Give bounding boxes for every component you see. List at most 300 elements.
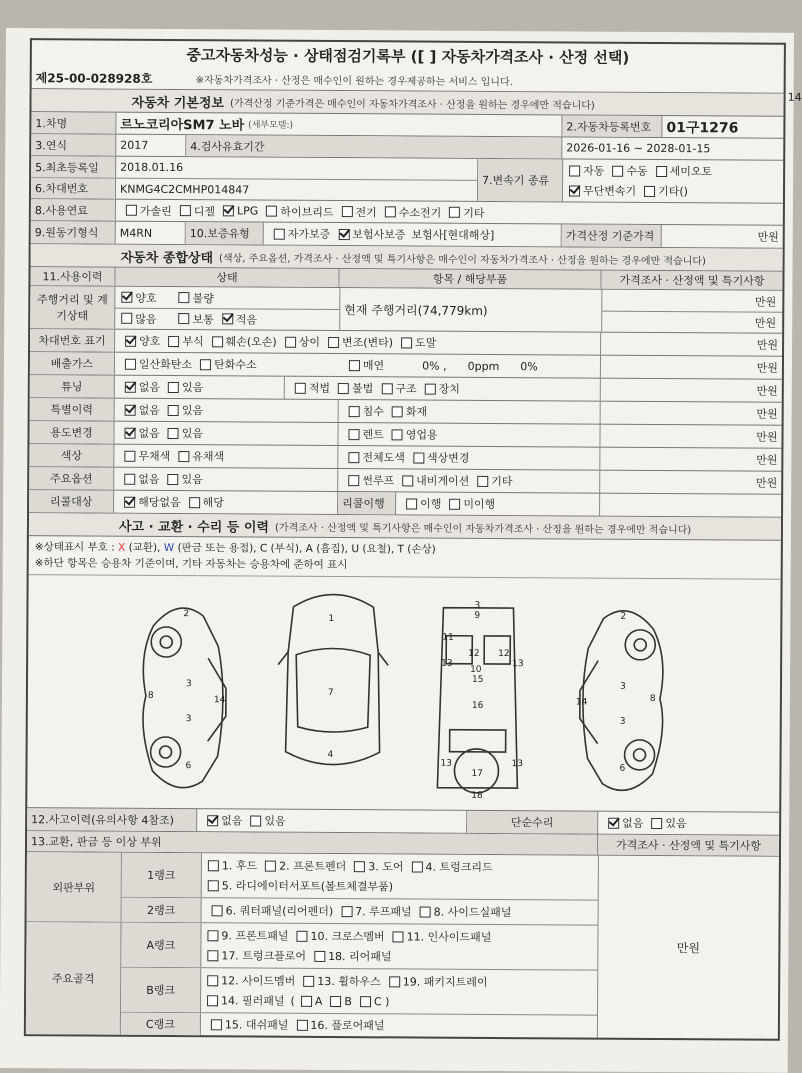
color-change[interactable] <box>407 449 470 465</box>
car-name: 르노코리아SM7 노바 <box>120 117 245 134</box>
recall-yes-checkbox[interactable] <box>189 497 200 508</box>
usage-business[interactable] <box>386 426 438 442</box>
accident-none[interactable] <box>201 812 242 828</box>
svg-text:15: 15 <box>471 674 484 685</box>
svg-text:6: 6 <box>619 763 626 774</box>
part-hood-label: 1. 후드 <box>221 859 258 873</box>
right-side-view <box>575 610 663 790</box>
part-cross-member[interactable] <box>291 928 385 945</box>
svg-text:4: 4 <box>327 749 334 761</box>
tune-illegal[interactable] <box>332 380 373 396</box>
special-flood-label: 침수 <box>362 405 384 419</box>
plate-corrosion[interactable] <box>162 333 203 349</box>
svg-text:2: 2 <box>620 611 627 622</box>
plate-altered[interactable] <box>322 334 393 350</box>
part-inside-panel[interactable] <box>387 928 492 945</box>
part-wheel-house-checkbox[interactable] <box>303 975 314 986</box>
part-quarter-panel[interactable] <box>206 902 334 919</box>
label-base-price: 가격산정 기준가격 <box>562 224 662 247</box>
simple-yes[interactable] <box>645 815 686 831</box>
tune-structure-checkbox[interactable] <box>381 383 392 394</box>
svg-text:3: 3 <box>619 681 626 692</box>
part-front-panel-checkbox[interactable] <box>207 930 218 941</box>
part-hood[interactable] <box>202 857 257 873</box>
part-pillar-panel-label: 14. 필러패널 <box>221 994 285 1008</box>
label-vin: 6.차대번호 <box>31 178 116 199</box>
part-side-sill-checkbox[interactable] <box>420 906 431 917</box>
svg-text:3: 3 <box>185 679 192 690</box>
recall-not-done-checkbox[interactable] <box>449 498 460 509</box>
fuel-electric-label: 전기 <box>355 205 377 219</box>
simple-yes-label: 있음 <box>665 817 687 831</box>
color-change-checkbox[interactable] <box>413 452 424 463</box>
parts-price: 만원 <box>676 940 701 955</box>
usage-none[interactable] <box>118 425 159 441</box>
color-chromatic-checkbox[interactable] <box>178 451 189 462</box>
option-yes[interactable] <box>161 471 202 487</box>
plate-good-checkbox[interactable] <box>125 335 136 346</box>
color-change-label: 색상변경 <box>426 451 470 465</box>
document-number: 제25-00-028928호 <box>35 70 153 86</box>
part-radiator-support-checkbox[interactable] <box>208 880 219 891</box>
fuel-gasoline[interactable] <box>120 202 172 218</box>
part-pillar-panel[interactable] <box>201 992 285 1009</box>
part-floor-panel-checkbox[interactable] <box>296 1019 307 1030</box>
label-engine: 9.원동기형식 <box>31 221 116 244</box>
tune-yes-checkbox[interactable] <box>168 381 179 392</box>
tune-none-label: 없음 <box>138 380 161 394</box>
part-door-checkbox[interactable] <box>354 861 365 872</box>
label-outer-panels: 외판부위 <box>27 852 122 922</box>
label-rank-c: C랭크 <box>121 1013 201 1035</box>
svg-text:3: 3 <box>474 600 481 611</box>
top-view <box>278 594 389 765</box>
valid-period: 2026-01-16 ~ 2028-01-15 <box>566 141 711 156</box>
part-trunk-floor-checkbox[interactable] <box>207 950 218 961</box>
part-trunk-floor-label: 17. 트렁크플로어 <box>221 949 307 963</box>
part-rear-panel-label: 18. 리어패널 <box>328 949 392 964</box>
part-quarter-panel-checkbox[interactable] <box>212 905 223 916</box>
plate-mismatch-label: 상이 <box>298 335 321 349</box>
label-rank-2: 2랭크 <box>122 898 202 922</box>
usage-yes-label: 있음 <box>181 427 204 441</box>
label-parts: 13.교환, 판금 등 이상 부위 <box>27 831 598 854</box>
side-page-mark: 14 <box>787 90 802 104</box>
mileage-low-checkbox[interactable] <box>222 313 233 324</box>
plate-damaged-checkbox[interactable] <box>212 336 223 347</box>
mileage-good-label: 양호 <box>135 291 157 305</box>
fuel-lpg[interactable] <box>217 204 258 217</box>
plate-mismatch-checkbox[interactable] <box>285 336 296 347</box>
special-yes-checkbox[interactable] <box>168 404 179 415</box>
legend-rest: (판금 또는 용접), C (부식), A (흠집), U (요철), T (손상) <box>174 542 436 556</box>
part-hood-checkbox[interactable] <box>208 860 219 871</box>
part-cross-member-checkbox[interactable] <box>297 930 308 941</box>
emis-smoke[interactable] <box>343 357 384 373</box>
emis-co[interactable] <box>119 356 192 372</box>
option-none-checkbox[interactable] <box>124 473 135 484</box>
trans-semi-label: 세미오토 <box>669 165 713 179</box>
usage-none-checkbox[interactable] <box>124 427 135 438</box>
left-side-view <box>143 608 227 788</box>
part-side-sill-label: 8. 사이드실패널 <box>433 905 512 920</box>
part-trunk-lid-label: 4. 트렁크리드 <box>425 860 493 874</box>
plate-corrosion-label: 부식 <box>182 335 204 349</box>
legend-prefix: ※상태표시 부호 : <box>34 541 119 554</box>
emis-hc-checkbox[interactable] <box>200 359 211 370</box>
recall-none[interactable] <box>118 494 181 510</box>
first-registration: 2018.01.16 <box>120 160 184 175</box>
pillar-c[interactable] <box>354 995 390 1008</box>
fuel-lpg-checkbox[interactable] <box>223 205 234 216</box>
base-price-unit: 만원 <box>757 230 779 244</box>
label-transmission: 7.변속기 종류 <box>478 159 563 202</box>
car-diagram-svg <box>27 575 780 812</box>
model-year: 2017 <box>116 135 186 156</box>
warranty-insurer-label: 보험사보증 <box>352 228 406 242</box>
tune-none[interactable] <box>119 379 160 395</box>
part-wheel-house[interactable] <box>297 973 381 990</box>
label-recall: 리콜대상 <box>29 490 114 513</box>
warranty-insurer[interactable] <box>332 226 405 242</box>
part-door-label: 3. 도어 <box>368 860 404 874</box>
special-flood-checkbox[interactable] <box>349 406 360 417</box>
part-dash-panel[interactable] <box>205 1016 289 1033</box>
mileage-good[interactable] <box>115 289 156 305</box>
accident-yes-label: 있음 <box>264 814 286 828</box>
current-mileage: 현재 주행거리(74,779km) <box>340 288 602 332</box>
tune-none-checkbox[interactable] <box>125 381 136 392</box>
recall-not-done[interactable] <box>443 496 495 512</box>
mileage-low[interactable] <box>216 311 257 327</box>
svg-text:13: 13 <box>512 659 524 670</box>
option-navigation-label: 내비게이션 <box>416 474 470 488</box>
legend-exchange: (교환), <box>125 541 164 554</box>
color-achromatic[interactable] <box>118 448 170 464</box>
part-roof-panel[interactable] <box>335 903 412 919</box>
part-rear-panel[interactable] <box>308 948 392 965</box>
svg-text:10: 10 <box>470 664 482 675</box>
svg-text:14: 14 <box>575 697 588 708</box>
plate-corrosion-checkbox[interactable] <box>168 335 179 346</box>
col-use-history: 11.사용이력 <box>30 267 115 286</box>
status-title: 자동차 종합상태 <box>120 250 214 266</box>
plate-altered-checkbox[interactable] <box>328 336 339 347</box>
special-fire-checkbox[interactable] <box>392 406 403 417</box>
part-floor-panel[interactable] <box>290 1017 384 1034</box>
part-side-sill[interactable] <box>414 904 512 921</box>
tune-device-checkbox[interactable] <box>425 383 436 394</box>
option-navigation-checkbox[interactable] <box>402 475 413 486</box>
part-front-fender-checkbox[interactable] <box>265 860 276 871</box>
part-dash-panel-label: 15. 대쉬패널 <box>224 1018 289 1032</box>
mileage-normal[interactable] <box>172 311 213 327</box>
vin: KNMG4C2CMHP014847 <box>119 182 250 196</box>
svg-text:17: 17 <box>471 768 483 779</box>
col-item: 항목 / 해당부품 <box>339 269 601 289</box>
part-dash-panel-checkbox[interactable] <box>211 1019 222 1030</box>
tune-structure[interactable] <box>375 380 416 396</box>
part-inside-panel-label: 11. 인사이드패널 <box>406 930 492 944</box>
fuel-hydrogen[interactable] <box>379 204 442 220</box>
plate-painted-checkbox[interactable] <box>401 337 412 348</box>
mileage-normal-checkbox[interactable] <box>178 313 189 324</box>
parts-price-header: 가격조사 · 산정액 및 특기사항 <box>598 835 779 856</box>
simple-none-checkbox[interactable] <box>608 817 619 828</box>
label-main-frame: 주요골격 <box>26 922 122 1035</box>
trans-other-checkbox[interactable] <box>644 185 655 196</box>
accident-yes[interactable] <box>244 812 285 828</box>
recall-none-checkbox[interactable] <box>124 496 135 507</box>
inspection-sheet <box>0 28 802 1073</box>
part-rear-panel-checkbox[interactable] <box>314 950 325 961</box>
plate-good[interactable] <box>119 333 160 349</box>
fuel-diesel-checkbox[interactable] <box>180 205 191 216</box>
plate-painted-label: 도말 <box>415 336 437 350</box>
svg-text:8: 8 <box>649 693 656 704</box>
tune-legal[interactable] <box>289 380 330 396</box>
emis-hc-label: 탄화수소 <box>214 358 257 372</box>
plate-altered-label: 변조(변타) <box>341 336 394 350</box>
fuel-hybrid-checkbox[interactable] <box>266 206 277 217</box>
option-other[interactable] <box>471 473 512 489</box>
trans-auto[interactable] <box>563 162 604 178</box>
plate-damaged-label: 훼손(오손) <box>225 335 277 349</box>
mileage-low-label: 적음 <box>235 312 258 327</box>
svg-text:1: 1 <box>328 613 335 625</box>
special-flood[interactable] <box>343 403 384 419</box>
tune-structure-label: 구조 <box>395 382 417 396</box>
plate-painted[interactable] <box>395 334 436 350</box>
svg-text:2: 2 <box>183 609 190 620</box>
usage-business-label: 영업용 <box>405 428 438 442</box>
tune-yes-label: 있음 <box>182 381 204 395</box>
part-front-fender[interactable] <box>259 858 346 875</box>
plate-damaged[interactable] <box>206 333 277 349</box>
svg-text:9: 9 <box>474 610 481 621</box>
usage-rent-label: 렌트 <box>362 428 384 442</box>
usage-yes-checkbox[interactable] <box>168 427 179 438</box>
mileage-high[interactable] <box>115 310 156 326</box>
label-color: 색상 <box>29 444 114 467</box>
recall-yes[interactable] <box>183 494 224 510</box>
recall-done-checkbox[interactable] <box>406 498 417 509</box>
label-mileage: 주행거리 및 계기상태 <box>30 286 115 329</box>
label-rank-b: B랭크 <box>121 968 201 1012</box>
pillar-open-paren: ( <box>290 994 295 1008</box>
usage-yes[interactable] <box>162 425 203 441</box>
fuel-hydrogen-checkbox[interactable] <box>385 206 396 217</box>
part-trunk-lid-checkbox[interactable] <box>411 861 422 872</box>
mileage-high-label: 많음 <box>135 312 157 326</box>
pillar-a-label: A <box>314 994 323 1008</box>
trans-cvt[interactable] <box>563 182 636 198</box>
emis-hc[interactable] <box>194 356 257 372</box>
option-sunroof-label: 썬루프 <box>362 474 395 488</box>
insurer-name: 보험사[현대해상] <box>411 228 495 242</box>
tune-legal-checkbox[interactable] <box>295 382 306 393</box>
part-front-panel[interactable] <box>201 927 288 944</box>
special-none-label: 없음 <box>138 403 160 417</box>
part-package-tray-label: 19. 패키지트레이 <box>402 975 488 989</box>
pillar-a[interactable] <box>295 994 323 1007</box>
part-package-tray[interactable] <box>383 973 488 990</box>
mileage-bad-label: 불량 <box>192 291 214 305</box>
part-door[interactable] <box>348 858 403 874</box>
emis-co-checkbox[interactable] <box>125 358 136 369</box>
usage-rent-checkbox[interactable] <box>348 429 359 440</box>
mileage-high-checkbox[interactable] <box>121 313 132 324</box>
service-note: ※자동차가격조사 · 산정은 매수인이 원하는 경우제공하는 서비스 입니다. <box>195 74 513 88</box>
option-none-label: 없음 <box>138 472 160 486</box>
part-front-fender-label: 2. 프론트펜더 <box>279 859 347 874</box>
fuel-lpg-label: LPG <box>237 204 259 218</box>
pillar-b[interactable] <box>324 994 352 1007</box>
part-trunk-lid[interactable] <box>405 858 492 875</box>
part-inside-panel-checkbox[interactable] <box>393 931 404 942</box>
part-side-member-label: 12. 사이드멤버 <box>221 974 296 988</box>
color-chromatic-label: 유채색 <box>192 450 225 464</box>
special-yes-label: 있음 <box>181 404 204 418</box>
part-radiator-support[interactable] <box>202 877 393 894</box>
option-other-checkbox[interactable] <box>477 475 488 486</box>
part-roof-panel-checkbox[interactable] <box>341 906 352 917</box>
accident-none-checkbox[interactable] <box>207 815 218 826</box>
fuel-other-label: 기타 <box>463 206 485 220</box>
inspection-form <box>24 38 786 1041</box>
label-year: 3.연식 <box>31 134 116 156</box>
special-fire[interactable] <box>386 403 427 419</box>
fuel-electric[interactable] <box>335 204 376 220</box>
fuel-gasoline-checkbox[interactable] <box>126 205 137 216</box>
trans-cvt-checkbox[interactable] <box>569 185 580 196</box>
trans-manual-checkbox[interactable] <box>612 165 623 176</box>
trans-semi[interactable] <box>650 163 713 179</box>
label-warranty: 10.보증유형 <box>186 222 264 244</box>
trans-manual-label: 수동 <box>626 164 648 178</box>
color-achromatic-checkbox[interactable] <box>124 450 135 461</box>
simple-none-label: 없음 <box>622 816 644 830</box>
mileage-normal-label: 보통 <box>192 312 214 326</box>
special-yes[interactable] <box>162 402 203 418</box>
plate-good-label: 양호 <box>139 334 161 348</box>
trans-cvt-label: 무단변속기 <box>582 184 637 198</box>
color-full-paint-checkbox[interactable] <box>348 452 359 463</box>
warranty-insurer-checkbox[interactable] <box>338 229 349 240</box>
col-price: 가격조사 · 산정액 및 특기사항 <box>601 271 782 290</box>
part-radiator-support-label: 5. 라디에이터서포트(볼트체결부품) <box>221 879 394 894</box>
legend-line-2: ※하단 항목은 승용차 기준이며, 기타 자동차는 승용차에 준하여 표시 <box>34 557 348 572</box>
option-navigation[interactable] <box>396 472 469 488</box>
option-yes-label: 있음 <box>181 473 203 487</box>
warranty-self[interactable] <box>268 226 331 242</box>
part-package-tray-checkbox[interactable] <box>389 976 400 987</box>
simple-yes-checkbox[interactable] <box>651 817 662 828</box>
color-full-paint[interactable] <box>342 449 405 465</box>
trans-other[interactable] <box>638 183 688 199</box>
recall-price <box>600 494 781 517</box>
accident-yes-checkbox[interactable] <box>250 815 261 826</box>
fuel-diesel-label: 디젤 <box>193 204 216 218</box>
car-name-note: (세부모델:) <box>248 120 294 131</box>
part-side-member-checkbox[interactable] <box>207 975 218 986</box>
recall-not-done-label: 미이행 <box>463 497 496 511</box>
frame-view <box>437 601 524 802</box>
usage-rent[interactable] <box>342 426 383 442</box>
part-side-member[interactable] <box>201 972 295 989</box>
special-none-checkbox[interactable] <box>125 404 136 415</box>
trans-semi-checkbox[interactable] <box>656 165 667 176</box>
mileage-good-checkbox[interactable] <box>121 292 132 303</box>
tune-device-label: 장치 <box>438 382 460 396</box>
part-trunk-floor[interactable] <box>201 947 306 964</box>
trans-manual[interactable] <box>606 163 647 179</box>
fuel-electric-checkbox[interactable] <box>341 206 352 217</box>
emis-smoke-checkbox[interactable] <box>349 360 360 371</box>
color-chromatic[interactable] <box>172 448 224 464</box>
mileage-bad[interactable] <box>173 290 214 306</box>
part-cross-member-label: 10. 크로스멤버 <box>310 929 385 944</box>
option-none[interactable] <box>118 471 159 487</box>
svg-text:7: 7 <box>327 687 334 699</box>
pillar-a-checkbox[interactable] <box>301 995 312 1006</box>
simple-none[interactable] <box>602 815 643 831</box>
tune-illegal-checkbox[interactable] <box>338 383 349 394</box>
legend-w: W <box>163 541 175 555</box>
recall-done[interactable] <box>400 495 441 511</box>
recall-done-label: 이행 <box>420 497 442 511</box>
special-none[interactable] <box>119 402 160 418</box>
engine-type: M4RN <box>116 222 186 244</box>
part-roof-panel-label: 7. 루프패널 <box>355 905 412 919</box>
svg-text:13: 13 <box>511 759 523 770</box>
basic-info-note: (가격산정 기준가격은 매수인이 자동차가격조사 · 산정을 원하는 경우에만 적습니다) <box>229 97 595 112</box>
label-rank-a: A랭크 <box>121 923 201 967</box>
label-fuel: 8.사용연료 <box>31 199 116 221</box>
svg-text:16: 16 <box>471 700 484 711</box>
warranty-self-checkbox[interactable] <box>274 228 285 239</box>
label-usage-change: 용도변경 <box>29 421 114 444</box>
label-accident-history: 12.사고이력(유의사항 4참조) <box>27 808 197 831</box>
col-state: 상태 <box>115 268 339 287</box>
svg-text:3: 3 <box>619 716 626 727</box>
label-emissions: 배출가스 <box>30 352 115 375</box>
pillar-b-checkbox[interactable] <box>330 995 341 1006</box>
option-yes-checkbox[interactable] <box>167 473 178 484</box>
part-pillar-panel-checkbox[interactable] <box>207 995 218 1006</box>
tune-device[interactable] <box>419 381 460 397</box>
fuel-other-checkbox[interactable] <box>449 207 460 218</box>
trans-auto-checkbox[interactable] <box>569 165 580 176</box>
tune-yes[interactable] <box>162 379 203 395</box>
label-rank-1: 1랭크 <box>122 853 202 897</box>
usage-business-checkbox[interactable] <box>392 429 403 440</box>
mileage-bad-checkbox[interactable] <box>179 292 190 303</box>
fuel-hybrid[interactable] <box>260 203 333 219</box>
pillar-c-checkbox[interactable] <box>360 996 371 1007</box>
fuel-diesel[interactable] <box>174 203 215 219</box>
svg-text:12: 12 <box>498 649 510 660</box>
label-vin-marking: 차대번호 표기 <box>30 329 115 352</box>
option-sunroof-checkbox[interactable] <box>348 475 359 486</box>
plate-mismatch[interactable] <box>279 334 320 350</box>
emis-price: 만원 <box>756 361 778 375</box>
recall-yes-label: 해당 <box>202 496 224 510</box>
option-sunroof[interactable] <box>342 472 394 488</box>
fuel-other[interactable] <box>443 204 484 220</box>
special-fire-label: 화재 <box>405 405 428 419</box>
basic-info-title: 자동차 기본정보 <box>131 95 225 111</box>
